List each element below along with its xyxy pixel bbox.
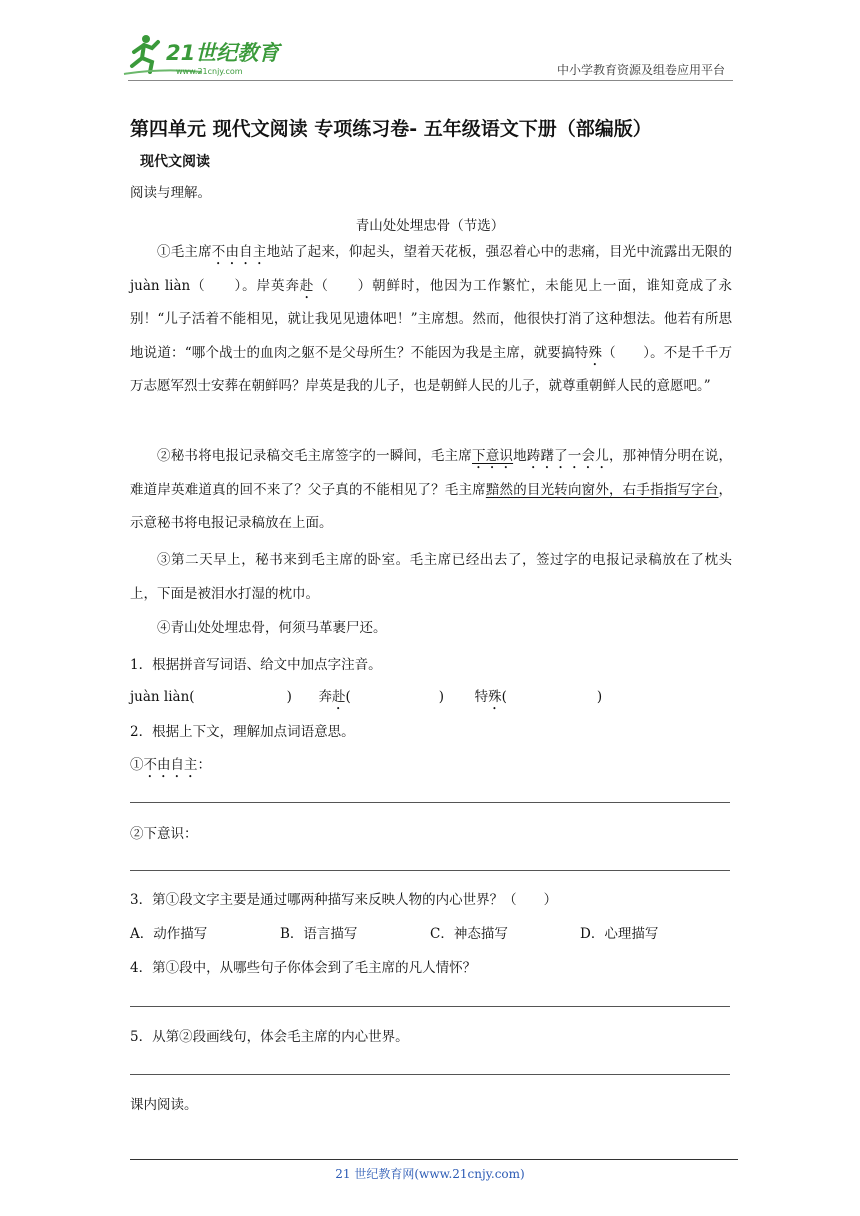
section-label: 现代文阅读 bbox=[140, 154, 210, 170]
question-1-items: juàn liàn( ) 奔赴( ) 特殊( ) bbox=[130, 689, 603, 705]
intro-text: 阅读与理解。 bbox=[130, 185, 211, 201]
page-title: 第四单元 现代文阅读 专项练习卷- 五年级语文下册（部编版） bbox=[130, 118, 652, 140]
question-2b: ②下意识： bbox=[130, 826, 198, 842]
next-section-label: 课内阅读。 bbox=[130, 1097, 198, 1113]
dotted-phrase: 踌躇了一会儿 bbox=[526, 448, 609, 464]
answer-line[interactable] bbox=[130, 1006, 730, 1007]
footer-divider bbox=[130, 1159, 738, 1160]
answer-line[interactable] bbox=[130, 870, 730, 871]
dotted-char: 赴 bbox=[299, 277, 315, 294]
dotted-char: 殊 bbox=[588, 344, 603, 361]
passage-paragraph-4: ④青山处处埋忠骨，何须马革裹尸还。 bbox=[157, 620, 387, 636]
question-1: 1．根据拼音写词语、给文中加点字注音。 bbox=[130, 657, 382, 673]
passage-title: 青山处处埋忠骨（节选） bbox=[355, 218, 505, 234]
option-d[interactable]: D．心理描写 bbox=[580, 926, 659, 942]
answer-line[interactable] bbox=[130, 802, 730, 803]
answer-line[interactable] bbox=[130, 1074, 730, 1075]
site-logo bbox=[122, 30, 292, 80]
question-4: 4．第①段中，从哪些句子你体会到了毛主席的凡人情怀？ bbox=[130, 960, 477, 976]
option-c[interactable]: C．神态描写 bbox=[430, 926, 508, 942]
logo-url: www.21cnjy.com bbox=[176, 67, 243, 76]
passage-paragraph-2: ②秘书将电报记录稿交毛主席签字的一瞬间，毛主席下意识地踌躇了一会儿，那神情分明在说，难道岸英难道真的回不来了？父子真的不能相见了？毛主席黯然的目光转向窗外，右手指指写字台，示意秘书将电报记录稿放在上面。 bbox=[130, 448, 733, 531]
footer-text[interactable]: 21 世纪教育网(www.21cnjy.com) bbox=[335, 1167, 525, 1181]
option-b[interactable]: B．语言描写 bbox=[280, 926, 358, 942]
question-2: 2．根据上下文，理解加点词语意思。 bbox=[130, 724, 355, 740]
platform-label: 中小学教育资源及组卷应用平台 bbox=[556, 63, 725, 77]
dotted-word: 不由自主 bbox=[211, 244, 267, 260]
logo-text: 21世纪教育 bbox=[166, 41, 280, 65]
passage-paragraph-3: ③第二天早上，秘书来到毛主席的卧室。毛主席已经出去了，签过字的电报记录稿放在了枕头上，下面是被泪水打湿的枕巾。 bbox=[130, 552, 732, 602]
question-5: 5．从第②段画线句，体会毛主席的内心世界。 bbox=[130, 1029, 409, 1045]
option-a[interactable]: A．动作描写 bbox=[130, 926, 208, 942]
question-3: 3．第①段文字主要是通过哪两种描写来反映人物的内心世界？（ ） bbox=[130, 892, 558, 908]
header-divider bbox=[128, 80, 733, 81]
dotted-underlined-word: 下意识 bbox=[472, 448, 514, 464]
question-2a: ①不由自主： bbox=[130, 757, 211, 773]
passage-paragraph-1: ①毛主席不由自主地站了起来，仰起头，望着天花板，强忍着心中的悲痛，目光中流露出无限的 juàn liàn（ ）。岸英奔赴（ ）朝鲜时，他因为工作繁忙，未能见上一面，谁知竟成了永别！“儿子活着不能相见，就让我见见遗体吧！”主席想。然而，他很快打消了这种想法。他若有所思地说道：“哪个战士的血肉之躯不是父母所生？不能因为我是主席，就要搞特殊（ ）。不是千千万万志愿军烈士安葬在朝鲜吗？岸英是我的儿子，也是朝鲜人民的儿子，就尊重朝鲜人民的意愿吧。” bbox=[130, 244, 733, 394]
underlined-sentence: 黯然的目光转向窗外，右手指指写字台 bbox=[485, 481, 719, 498]
